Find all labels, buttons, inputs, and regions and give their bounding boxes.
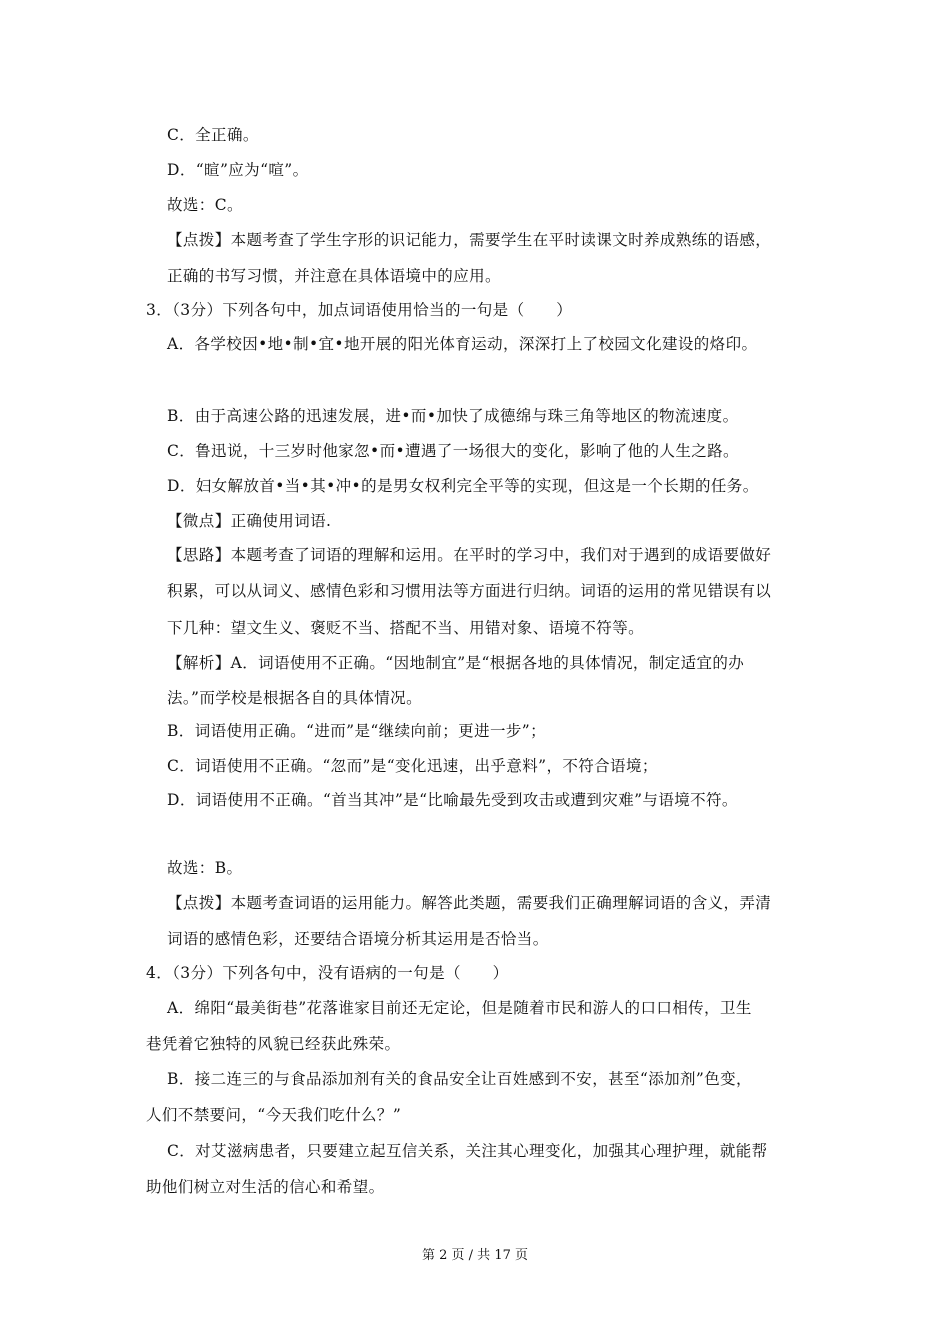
page-footer: 第 2 页 / 共 17 页 bbox=[422, 1248, 528, 1263]
option-line: 助他们树立对生活的信心和希望。 bbox=[146, 1178, 385, 1196]
option-line: C．对艾滋病患者，只要建立起互信关系，关注其心理变化，加强其心理护理，就能帮 bbox=[167, 1142, 768, 1160]
text-line: 【解析】A．词语使用不正确。“因地制宜”是“根据各地的具体情况，制定适宜的办 bbox=[167, 654, 745, 672]
option-line: D．妇女解放首•当•其•冲•的是男女权利完全平等的实现，但这是一个长期的任务。 bbox=[167, 477, 759, 495]
text-line: 【点拨】本题考查了学生字形的识记能力，需要学生在平时读课文时养成熟练的语感， bbox=[167, 231, 772, 249]
text-line: 【思路】本题考查了词语的理解和运用。在平时的学习中，我们对于遇到的成语要做好 bbox=[167, 546, 772, 564]
text-line: 法。”而学校是根据各自的具体情况。 bbox=[167, 689, 422, 707]
question-stem: 3．（3分）下列各句中，加点词语使用恰当的一句是（ ） bbox=[146, 301, 573, 319]
text-line: 正确的书写习惯，并注意在具体语境中的应用。 bbox=[167, 267, 501, 285]
option-line: 人们不禁要问，“今天我们吃什么？” bbox=[146, 1106, 402, 1124]
question-stem: 4．（3分）下列各句中，没有语病的一句是（ ） bbox=[146, 964, 509, 982]
text-line: 积累，可以从词义、感情色彩和习惯用法等方面进行归纳。词语的运用的常见错误有以 bbox=[167, 582, 772, 600]
text-line: 下几种：望文生义、褒贬不当、搭配不当、用错对象、语境不符等。 bbox=[167, 619, 645, 637]
option-line: B．接二连三的与食品添加剂有关的食品安全让百姓感到不安，甚至“添加剂”色变， bbox=[167, 1070, 752, 1088]
text-line: 【微点】正确使用词语. bbox=[167, 512, 332, 530]
option-line: A．各学校因•地•制•宜•地开展的阳光体育运动，深深打上了校园文化建设的烙印。 bbox=[167, 335, 758, 353]
option-line: C．鲁迅说，十三岁时他家忽•而•遭遇了一场很大的变化，影响了他的人生之路。 bbox=[167, 442, 739, 460]
option-line: A．绵阳“最美街巷”花落谁家目前还无定论，但是随着市民和游人的口口相传，卫生 bbox=[167, 999, 752, 1017]
option-line: 巷凭着它独特的风貌已经获此殊荣。 bbox=[146, 1035, 401, 1053]
text-line: 词语的感情色彩，还要结合语境分析其运用是否恰当。 bbox=[167, 930, 549, 948]
text-line: B．词语使用正确。“进而”是“继续向前；更进一步”； bbox=[167, 722, 546, 740]
text-line: C．词语使用不正确。“忽而”是“变化迅速，出乎意料”，不符合语境； bbox=[167, 757, 658, 775]
text-line: C．全正确。 bbox=[167, 126, 259, 144]
text-line: D．词语使用不正确。“首当其冲”是“比喻最先受到攻击或遭到灾难”与语境不符。 bbox=[167, 791, 738, 809]
text-line: D．“暄”应为“喧”。 bbox=[167, 161, 309, 179]
text-line: 故选：C。 bbox=[167, 196, 243, 214]
text-line: 【点拨】本题考查词语的运用能力。解答此类题，需要我们正确理解词语的含义，弄清 bbox=[167, 894, 772, 912]
text-line: 故选：B。 bbox=[167, 859, 243, 877]
option-line: B．由于高速公路的迅速发展，进•而•加快了成德绵与珠三角等地区的物流速度。 bbox=[167, 407, 739, 425]
